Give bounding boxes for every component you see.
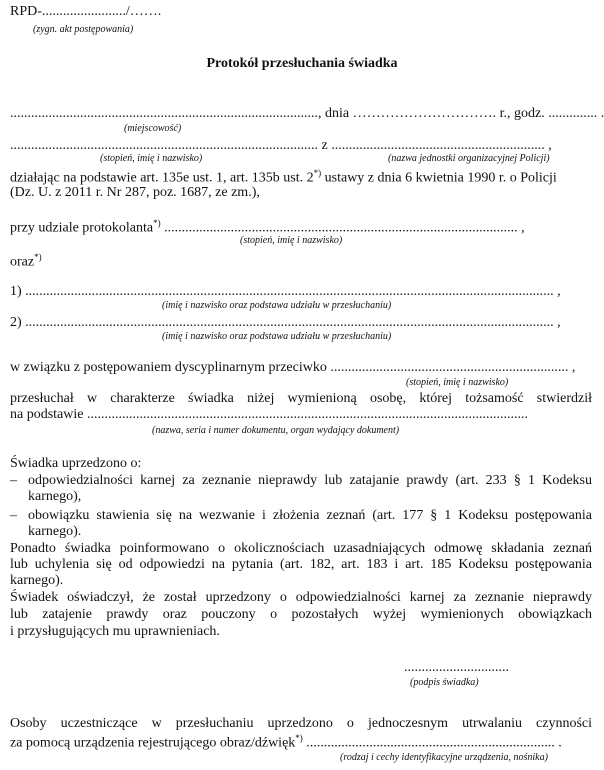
declaration-line-3: i przysługujących mu uprawnieniach. bbox=[10, 624, 220, 639]
recording-caption: (rodzaj i cechy identyfikacyjne urządzenia, nośnika) bbox=[340, 752, 548, 763]
witness-identity-line-1: przesłuchał w charakterze świadka niżej wymienioną osobę, której tożsamość stwierdził bbox=[10, 391, 592, 406]
informed-line-2: lub uchylenia się od odpowiedzi na pytania (art. 182, art. 183 i art. 185 Kodeksu postępowania bbox=[10, 557, 592, 572]
witness-identity-line-2: na podstawie .............................................................................................................................. bbox=[10, 407, 528, 422]
clerk-line: przy udziale protokolanta*) ..................................................................................................... , bbox=[10, 218, 525, 236]
clerk-caption: (stopień, imię i nazwisko) bbox=[240, 235, 343, 246]
legal-basis-line-2: (Dz. U. z 2011 r. Nr 287, poz. 1687, ze zm.), bbox=[10, 185, 260, 200]
legal-basis-line-1: działając na podstawie art. 135e ust. 1, art. 135b ust. 2*) ustawy z dnia 6 kwietnia 1990 r. o Policji bbox=[10, 168, 557, 186]
warning-item-1-line-1: odpowiedzialności karnej za zeznanie nieprawdy lub zatajanie prawdy (art. 233 § 1 Kodeksu bbox=[28, 473, 592, 488]
warning-bullet-2: – bbox=[10, 508, 17, 523]
participant-2-line: 2) ....................................................................................................................................................... , bbox=[10, 315, 561, 330]
oraz-label: oraz*) bbox=[10, 252, 42, 270]
informed-line-3: karnego). bbox=[10, 573, 64, 588]
recording-line-1: Osoby uczestniczące w przesłuchaniu uprzedzono o jednoczesnym utrwalaniu czynności bbox=[10, 716, 592, 731]
proceeding-line: w związku z postępowaniem dyscyplinarnym przeciwko .................................................................... , bbox=[10, 360, 576, 375]
declaration-line-1: Świadek oświadczył, że został uprzedzony o odpowiedzialności karnej za zeznanie nieprawdy bbox=[10, 590, 592, 605]
case-reference-caption: (zygn. akt postępowania) bbox=[33, 24, 134, 35]
case-reference-line: RPD-......................../……. bbox=[10, 4, 162, 19]
informed-line-1: Ponadto świadka poinformowano o okolicznościach uzasadniających odmowę składania zeznań bbox=[10, 541, 592, 556]
participant-1-line: 1) ....................................................................................................................................................... , bbox=[10, 284, 561, 299]
document-title: Protokół przesłuchania świadka bbox=[206, 56, 398, 71]
warning-item-2-line-1: obowiązku stawienia się na wezwanie i złożenia zeznań (art. 177 § 1 Kodeksu postępowania bbox=[28, 508, 592, 523]
place-date-line: ........................................................................................, dnia …………………………. r., godz. .............. . bbox=[10, 106, 604, 121]
document-caption: (nazwa, seria i numer dokumentu, organ wydający dokument) bbox=[152, 425, 400, 436]
warning-intro: Świadka uprzedzono o: bbox=[10, 456, 142, 471]
recording-line-2: za pomocą urządzenia rejestrującego obraz/dźwięk*) ....................................................................... . bbox=[10, 733, 562, 751]
participant-2-caption: (imię i nazwisko oraz podstawa udziału w przesłuchaniu) bbox=[162, 331, 392, 342]
warning-item-2-line-2: karnego). bbox=[28, 524, 82, 539]
unit-caption: (nazwa jednostki organizacyjnej Policji) bbox=[388, 153, 550, 164]
signature-caption: (podpis świadka) bbox=[410, 677, 479, 688]
proceeding-caption: (stopień, imię i nazwisko) bbox=[406, 377, 509, 388]
officer-caption: (stopień, imię i nazwisko) bbox=[100, 153, 203, 164]
officer-line: ........................................................................................ z ............................................................. , bbox=[10, 138, 552, 153]
place-caption: (miejscowość) bbox=[124, 123, 182, 134]
warning-item-1-line-2: karnego), bbox=[28, 489, 82, 504]
warning-bullet-1: – bbox=[10, 473, 17, 488]
declaration-line-2: lub zatajenie prawdy oraz pouczony o pozostałych wyżej wymienionych obowiązkach bbox=[10, 607, 592, 622]
signature-dots: .............................. bbox=[404, 660, 509, 675]
participant-1-caption: (imię i nazwisko oraz podstawa udziału w przesłuchaniu) bbox=[162, 300, 392, 311]
